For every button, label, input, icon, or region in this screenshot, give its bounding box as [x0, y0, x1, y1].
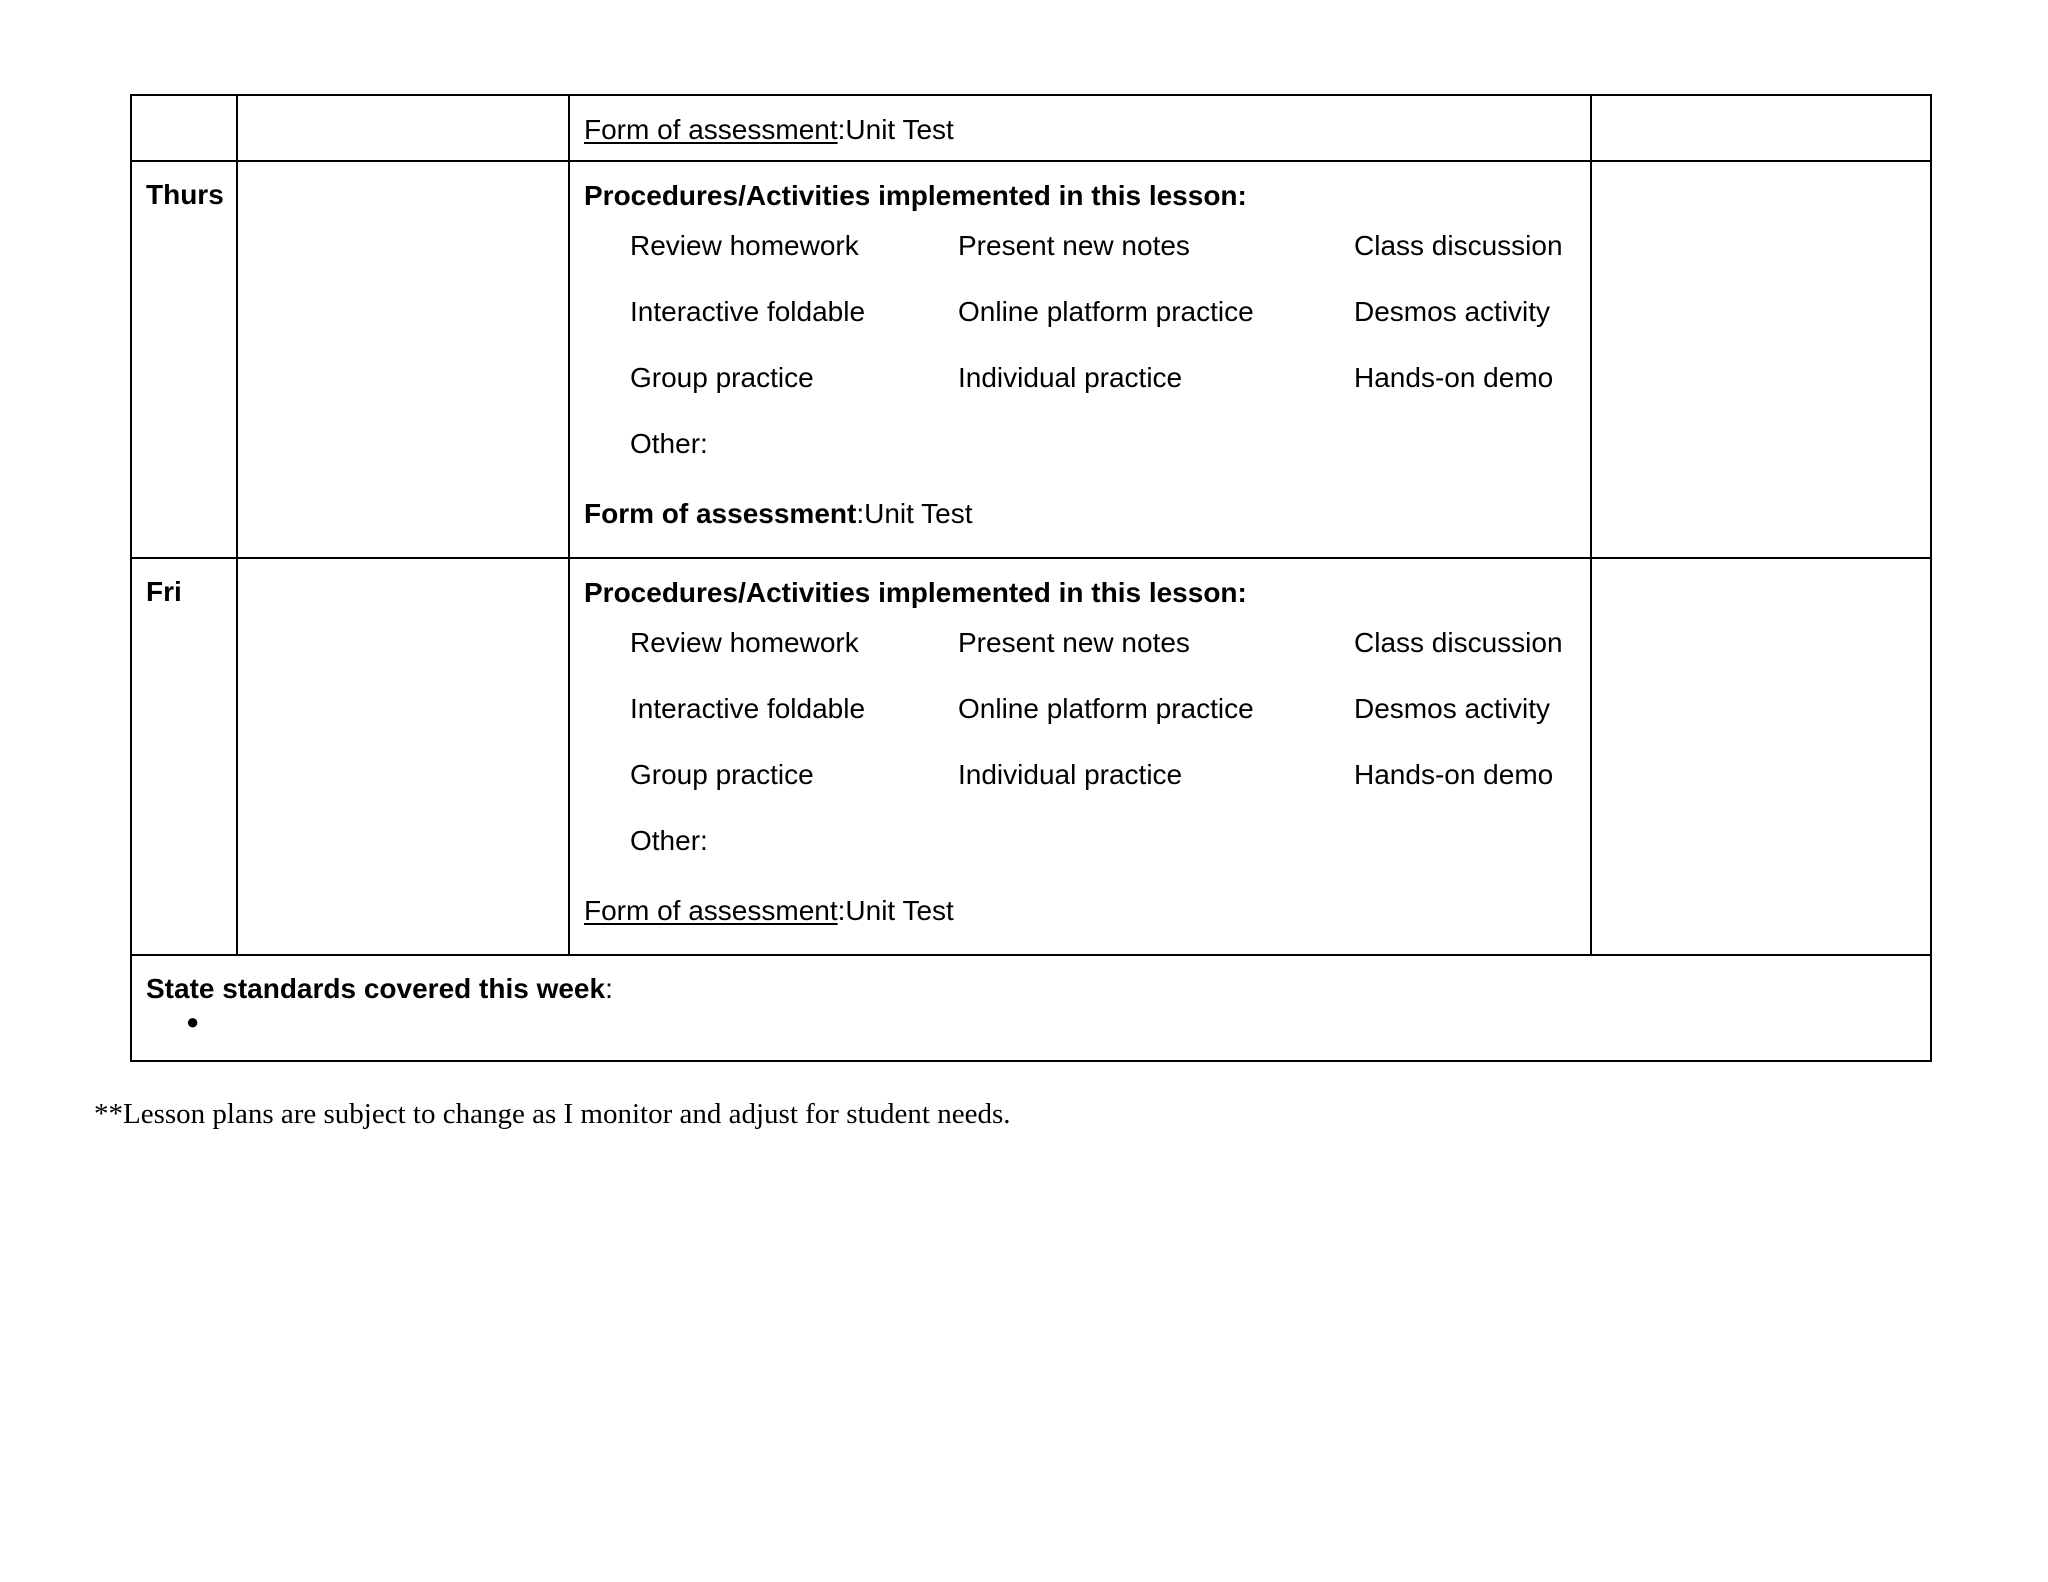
activity-grid [630, 228, 1576, 426]
assessment-sep: : [837, 895, 846, 926]
assessment-line [584, 893, 1576, 929]
activity-item: Desmos activity [1354, 296, 1551, 327]
activity-item: Review homework [630, 627, 859, 658]
day-label-thurs: Thurs [131, 161, 237, 558]
activity-grid [630, 625, 1576, 823]
objective-cell-empty [237, 95, 569, 161]
table-row-top [131, 95, 1931, 161]
standards-sep: : [605, 973, 613, 1004]
notes-cell-fri [1591, 558, 1931, 955]
footnote: **Lesson plans are subject to change as I monitor and adjust for student needs. [94, 1098, 1011, 1130]
bullet-point: ● [186, 1008, 200, 1034]
assessment-value: Unit Test [845, 114, 954, 145]
day-label-fri: Fri [131, 558, 237, 955]
activity-item: Online platform practice [958, 693, 1254, 724]
assessment-label: Form of assessment [584, 498, 857, 529]
lesson-plan-table [130, 94, 1932, 1062]
assessment-label: Form of assessment [584, 114, 838, 145]
other-label: Other: [630, 428, 708, 459]
assessment-value: Unit Test [845, 895, 954, 926]
activity-item: Interactive foldable [630, 693, 866, 724]
activity-item: Hands-on demo [1354, 759, 1554, 790]
activity-item: Hands-on demo [1354, 362, 1554, 393]
standards-label: State standards covered this week [146, 973, 606, 1004]
lesson-cell-thurs [569, 161, 1591, 558]
table-row-thurs [131, 161, 1931, 558]
assessment-line [584, 496, 1576, 532]
notes-cell-thurs [1591, 161, 1931, 558]
activity-item: Present new notes [958, 230, 1190, 261]
activity-item: Group practice [630, 759, 814, 790]
assessment-sep: : [856, 498, 865, 529]
activity-item: Individual practice [958, 759, 1183, 790]
activity-item: Present new notes [958, 627, 1190, 658]
activity-item: Class discussion [1354, 230, 1563, 261]
procedures-heading: Procedures/Activities implemented in this lesson: [584, 180, 1247, 211]
table-row-fri [131, 558, 1931, 955]
procedures-heading: Procedures/Activities implemented in this lesson: [584, 577, 1247, 608]
standards-cell [131, 955, 1931, 1061]
table-row-standards [131, 955, 1931, 1061]
activity-item: Interactive foldable [630, 296, 866, 327]
activity-item: Online platform practice [958, 296, 1254, 327]
lesson-cell-fri [569, 558, 1591, 955]
objective-cell-thurs [237, 161, 569, 558]
day-cell-empty [131, 95, 237, 161]
notes-cell-empty [1591, 95, 1931, 161]
activity-item: Group practice [630, 362, 814, 393]
objective-cell-fri [237, 558, 569, 955]
lesson-cell-top [569, 95, 1591, 161]
activity-item: Desmos activity [1354, 693, 1551, 724]
activity-item: Individual practice [958, 362, 1183, 393]
assessment-label: Form of assessment [584, 895, 838, 926]
assessment-value: Unit Test [864, 498, 973, 529]
assessment-sep: : [837, 114, 846, 145]
activity-item: Class discussion [1354, 627, 1563, 658]
other-label: Other: [630, 825, 708, 856]
activity-item: Review homework [630, 230, 859, 261]
